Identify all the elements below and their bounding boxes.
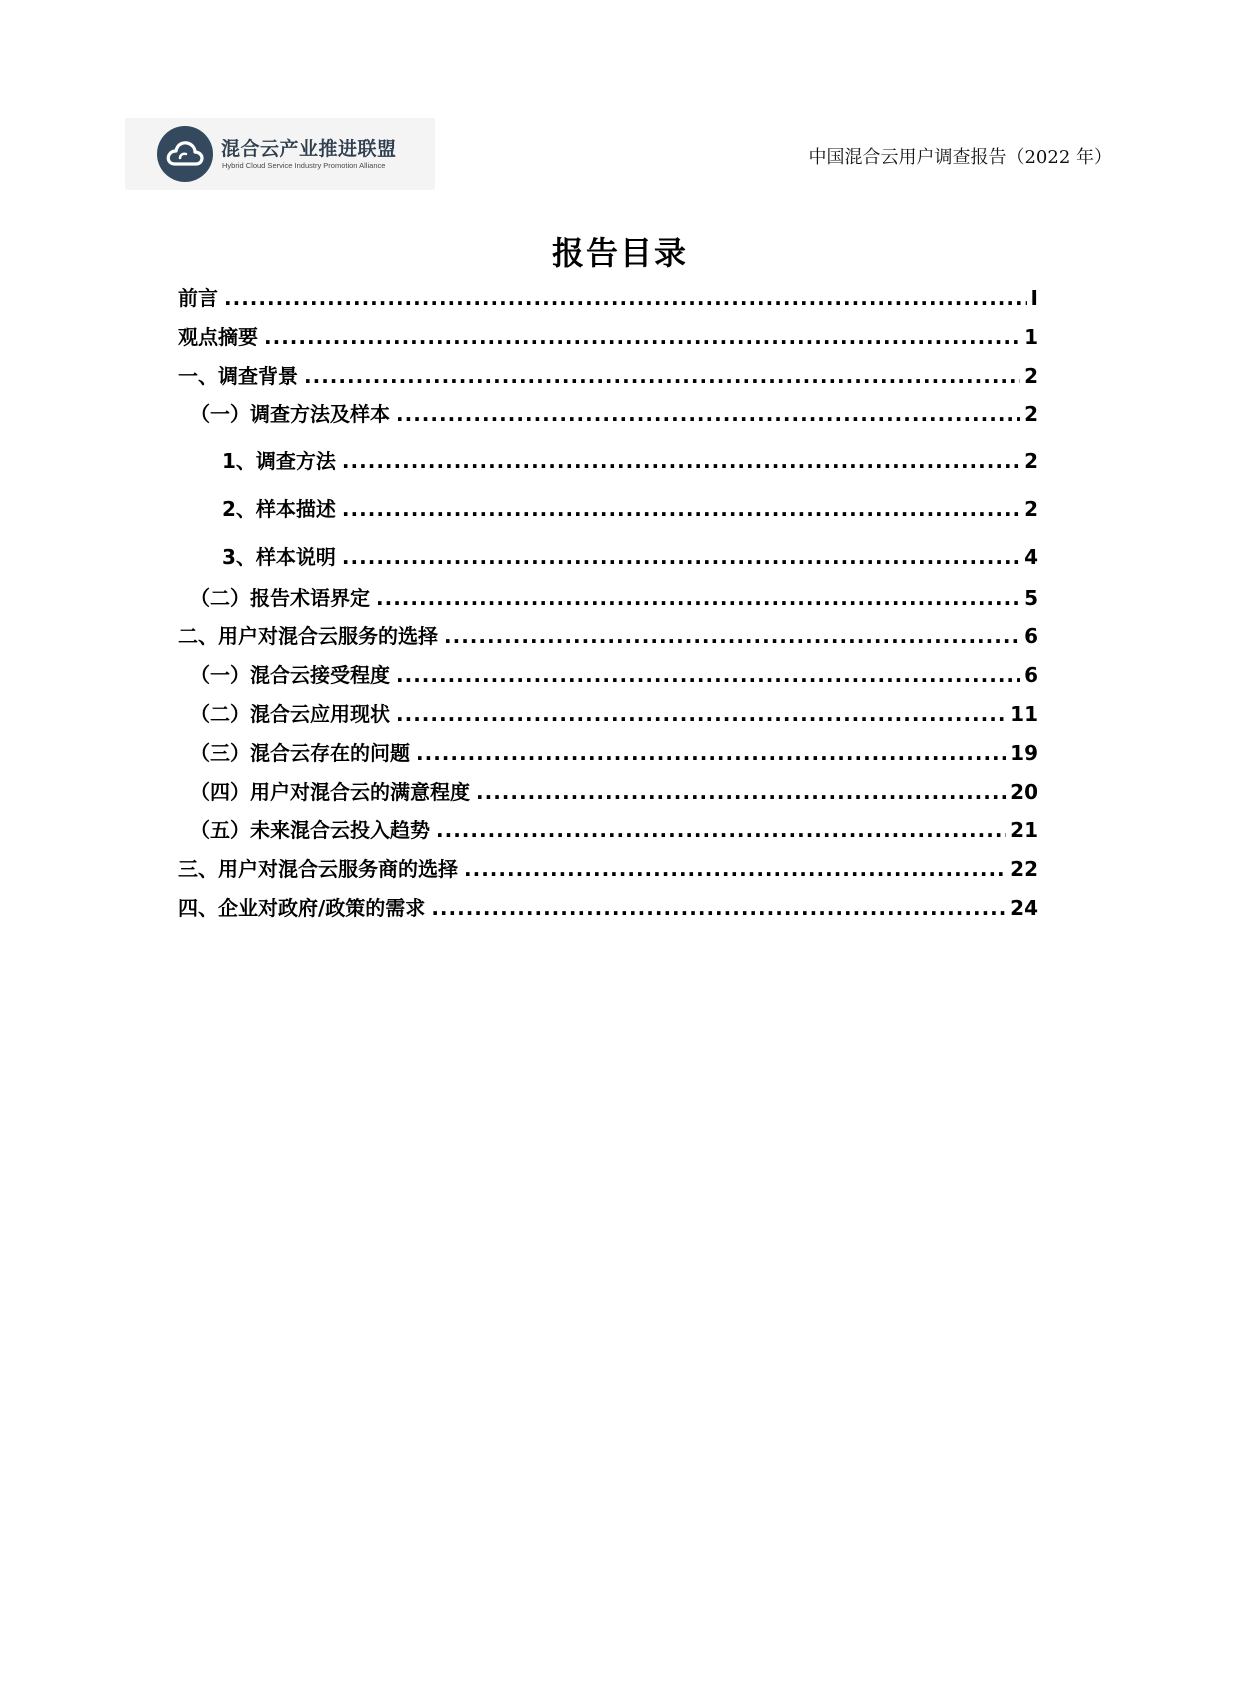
toc-entry-page: 24 bbox=[1010, 896, 1038, 920]
toc-entry[interactable] bbox=[178, 776, 1038, 806]
toc-entry-page: 6 bbox=[1024, 663, 1038, 687]
toc-entry-label: （二）报告术语界定 bbox=[190, 586, 370, 610]
toc-entry-label: 四、企业对政府/政策的需求 bbox=[178, 896, 426, 920]
toc-leader-dots bbox=[476, 780, 1006, 804]
toc-entry[interactable] bbox=[178, 541, 1038, 571]
toc-entry-page: 20 bbox=[1010, 780, 1038, 804]
cloud-icon bbox=[157, 126, 213, 182]
toc-entry[interactable] bbox=[178, 445, 1038, 475]
toc-entry[interactable] bbox=[178, 853, 1038, 883]
toc-entry-page: 2 bbox=[1024, 497, 1038, 521]
toc-leader-dots bbox=[464, 857, 1006, 881]
toc-entry[interactable] bbox=[178, 398, 1038, 428]
toc-entry[interactable] bbox=[178, 814, 1038, 844]
toc-entry-label: （四）用户对混合云的满意程度 bbox=[190, 780, 470, 804]
toc-entry-label: 前言 bbox=[178, 286, 218, 310]
toc-entry-page: 2 bbox=[1024, 364, 1038, 388]
toc-leader-dots bbox=[396, 663, 1020, 687]
toc-entry-label: （三）混合云存在的问题 bbox=[190, 741, 410, 765]
toc-leader-dots bbox=[342, 545, 1020, 569]
toc-entry-label: 三、用户对混合云服务商的选择 bbox=[178, 857, 458, 881]
toc-leader-dots bbox=[396, 702, 1006, 726]
toc-entry-label: 3、样本说明 bbox=[222, 545, 336, 569]
toc-leader-dots bbox=[376, 586, 1020, 610]
toc-entry-page: 22 bbox=[1010, 857, 1038, 881]
toc-entry[interactable] bbox=[178, 360, 1038, 390]
toc-entry-label: 2、样本描述 bbox=[222, 497, 336, 521]
toc-entry[interactable] bbox=[178, 282, 1038, 312]
toc-leader-dots bbox=[264, 325, 1020, 349]
alliance-logo bbox=[125, 118, 435, 190]
toc-leader-dots bbox=[431, 896, 1006, 920]
logo-name: 混合云产业推进联盟 bbox=[221, 138, 397, 160]
toc-leader-dots bbox=[444, 624, 1020, 648]
toc-entry[interactable] bbox=[178, 321, 1038, 351]
toc-entry-label: 二、用户对混合云服务的选择 bbox=[178, 624, 438, 648]
toc-entry[interactable] bbox=[178, 737, 1038, 767]
toc-entry-page: 4 bbox=[1024, 545, 1038, 569]
toc-entry-page: I bbox=[1030, 286, 1038, 310]
toc-entry-label: （二）混合云应用现状 bbox=[190, 702, 390, 726]
toc-leader-dots bbox=[342, 497, 1020, 521]
toc-leader-dots bbox=[224, 286, 1027, 310]
page-title: 报告目录 bbox=[551, 234, 688, 272]
toc-leader-dots bbox=[304, 364, 1020, 388]
toc-entry[interactable] bbox=[178, 493, 1038, 523]
toc-entry-page: 2 bbox=[1024, 402, 1038, 426]
logo-subtitle: Hybrid Cloud Service Industry Promotion Alliance bbox=[222, 161, 386, 170]
toc-entry-page: 5 bbox=[1024, 586, 1038, 610]
toc-entry-page: 6 bbox=[1024, 624, 1038, 648]
toc-entry-page: 1 bbox=[1024, 325, 1038, 349]
toc-entry[interactable] bbox=[178, 892, 1038, 922]
toc-entry-page: 11 bbox=[1010, 702, 1038, 726]
toc-entry[interactable] bbox=[178, 659, 1038, 689]
toc-entry-label: （一）混合云接受程度 bbox=[190, 663, 390, 687]
toc-entry-page: 2 bbox=[1024, 449, 1038, 473]
toc-entry-page: 19 bbox=[1010, 741, 1038, 765]
toc-leader-dots bbox=[436, 818, 1006, 842]
toc-entry-label: （一）调查方法及样本 bbox=[190, 402, 390, 426]
toc-entry-label: 1、调查方法 bbox=[222, 449, 336, 473]
toc-entry-page: 21 bbox=[1010, 818, 1038, 842]
toc-entry-label: （五）未来混合云投入趋势 bbox=[190, 818, 430, 842]
toc-entry[interactable] bbox=[178, 582, 1038, 612]
toc-entry[interactable] bbox=[178, 698, 1038, 728]
toc-leader-dots bbox=[342, 449, 1020, 473]
toc-entry[interactable] bbox=[178, 620, 1038, 650]
toc-leader-dots bbox=[396, 402, 1020, 426]
toc-leader-dots bbox=[416, 741, 1006, 765]
toc-entry-label: 一、调查背景 bbox=[178, 364, 298, 388]
report-header-title: 中国混合云用户调查报告（2022 年） bbox=[808, 147, 1112, 168]
toc-entry-label: 观点摘要 bbox=[178, 325, 258, 349]
